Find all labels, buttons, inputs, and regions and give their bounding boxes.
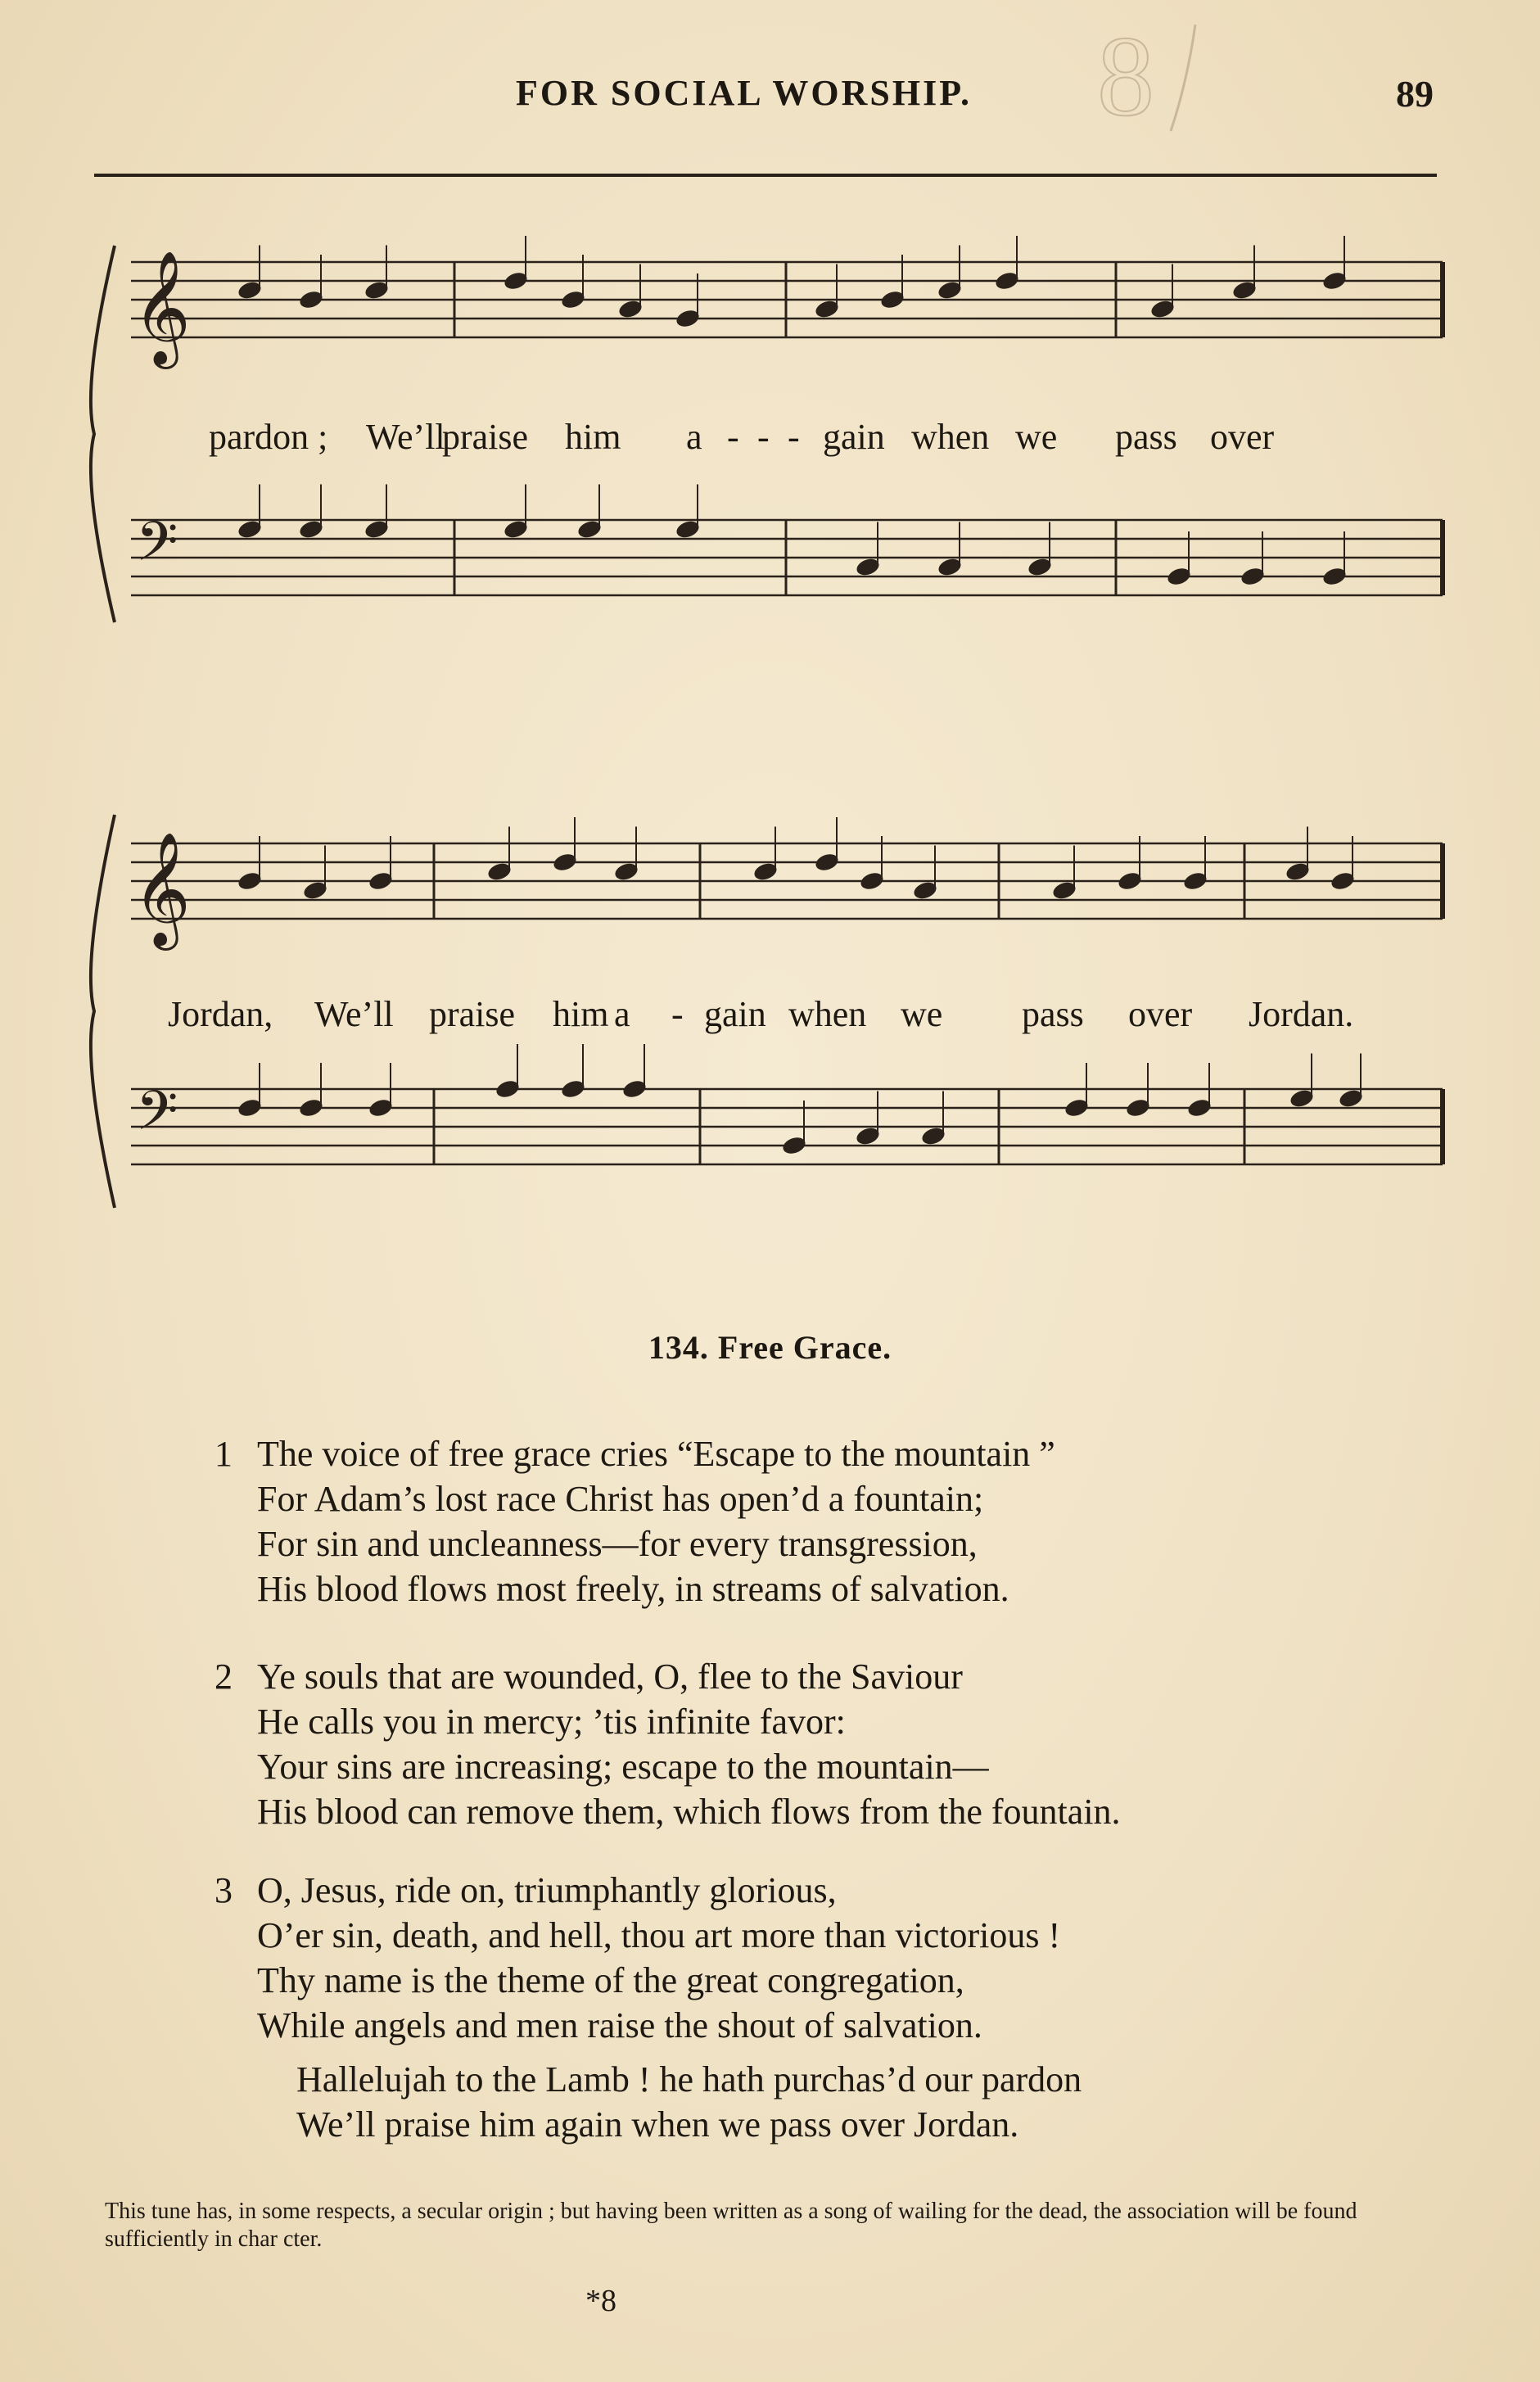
verse-line: His blood flows most freely, in streams of salvation. [257, 1569, 1009, 1609]
lyric-syllable: pass [1115, 417, 1177, 457]
verse-line: For Adam’s lost race Christ has open’d a fountain; [257, 1479, 984, 1519]
lyric-syllable: praise [442, 417, 529, 457]
lyric-syllable: over [1210, 417, 1275, 457]
running-header [0, 72, 1540, 121]
verse-line: He calls you in mercy; ’tis infinite favor: [257, 1702, 846, 1742]
hymn-title: 134. Free Grace. [648, 1329, 892, 1366]
chorus-line: Hallelujah to the Lamb ! he hath purchas’d our pardon [296, 2059, 1082, 2100]
stanza-number: 2 [215, 1657, 233, 1697]
verse-line: Thy name is the theme of the great congregation, [257, 1960, 964, 2000]
verse-line: His blood can remove them, which flows from the fountain. [257, 1792, 1121, 1832]
stanza-number: 3 [215, 1870, 233, 1910]
treble-clef-icon: 𝄞 [133, 832, 191, 946]
page-number: 89 [1396, 73, 1434, 115]
verse-line: O, Jesus, ride on, triumphantly glorious, [257, 1870, 837, 1910]
verse-line: Ye souls that are wounded, O, flee to the Saviour [257, 1657, 963, 1697]
lyric-syllable: We’ll [314, 994, 394, 1034]
verse-line: Your sins are increasing; escape to the mountain— [257, 1747, 989, 1787]
verse-line: While angels and men raise the shout of salvation. [257, 2005, 982, 2045]
lyric-syllable: when [911, 417, 990, 457]
lyric-syllable: over [1128, 994, 1193, 1034]
verse-line: O’er sin, death, and hell, thou art more than victorious ! [257, 1915, 1061, 1955]
lyric-syllable: Jordan, [168, 994, 273, 1034]
bass-clef-icon: 𝄢 [136, 510, 178, 586]
bass-clef-icon: 𝄢 [136, 1079, 178, 1155]
svg-text:8: 8 [1097, 16, 1154, 139]
lyric-syllable: when [788, 994, 867, 1034]
system-brace [91, 815, 115, 1208]
lyric-syllable: Jordan. [1249, 994, 1354, 1034]
lyric-syllable: pardon ; [209, 417, 328, 457]
pencil-marginalia [1073, 16, 1277, 139]
lyric-syllable: a [614, 994, 630, 1034]
lyric-syllable: we [1015, 417, 1058, 457]
lyric-syllable: - [788, 417, 800, 457]
system-brace [91, 246, 115, 622]
running-title: FOR SOCIAL WORSHIP. [516, 73, 973, 113]
lyric-syllable: - [727, 417, 739, 457]
lyric-syllable: praise [429, 994, 516, 1034]
lyric-syllable: We’ll [366, 417, 445, 457]
lyric-syllable: a [686, 417, 702, 457]
chorus-line: We’ll praise him again when we pass over Jordan. [296, 2104, 1019, 2145]
lyric-syllable: him [565, 417, 621, 457]
music-system-1 [0, 205, 1540, 688]
lyric-syllable: we [901, 994, 943, 1034]
lyric-syllable: - [757, 417, 770, 457]
lyric-syllable: - [671, 994, 684, 1034]
lyric-syllable: gain [823, 417, 885, 457]
verse-line: The voice of free grace cries “Escape to the mountain ” [257, 1434, 1055, 1474]
treble-clef-icon: 𝄞 [133, 251, 191, 364]
stanza-number: 1 [215, 1434, 233, 1474]
verse-line: For sin and uncleanness—for every transgression, [257, 1524, 978, 1564]
footnote: This tune has, in some respects, a secular origin ; but having been written as a song of wailing for the dead, the association will be found sufficiently in char cter. [105, 2199, 1357, 2252]
header-rule [94, 174, 1437, 177]
lyric-syllable: him [553, 994, 609, 1034]
music-system-2 [0, 774, 1540, 1265]
lyric-syllable: pass [1022, 994, 1084, 1034]
signature-mark: *8 [585, 2284, 616, 2318]
lyric-syllable: gain [704, 994, 766, 1034]
